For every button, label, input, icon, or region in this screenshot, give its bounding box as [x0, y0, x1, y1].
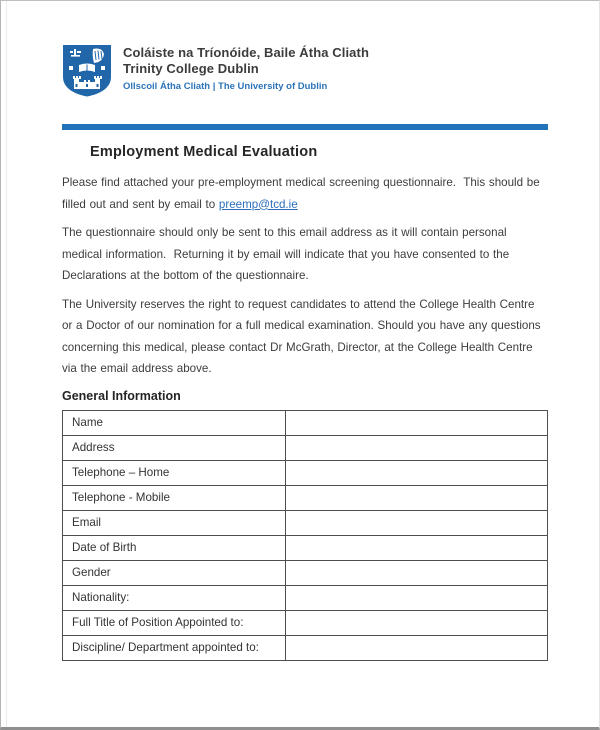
intro-paragraph-text: Please find attached your pre-employment medical screening questionnaire. This should be filled out and sent by email to	[62, 176, 544, 211]
university-rights-paragraph: The University reserves the right to request candidates to attend the College Health Centre or a Doctor of our nomination for a full medical examination. Should you have any questions concerning this medical, please contact Dr McGrath, Director, at the College Health Centre via the email address above.	[62, 297, 545, 375]
field-label-name: Name	[63, 410, 286, 435]
field-value-date-of-birth[interactable]	[285, 535, 547, 560]
general-information-table	[62, 410, 548, 661]
field-label-department: Discipline/ Department appointed to:	[63, 635, 286, 660]
table-row	[63, 560, 548, 585]
field-value-telephone-mobile[interactable]	[285, 485, 547, 510]
general-information-heading: General Information	[62, 388, 181, 403]
table-row	[63, 485, 548, 510]
college-name-english: Trinity College Dublin	[123, 61, 259, 76]
field-value-department[interactable]	[285, 635, 547, 660]
field-value-gender[interactable]	[285, 560, 547, 585]
table-row	[63, 535, 548, 560]
field-value-address[interactable]	[285, 435, 547, 460]
field-value-telephone-home[interactable]	[285, 460, 547, 485]
field-label-telephone-mobile: Telephone - Mobile	[63, 485, 286, 510]
table-row	[63, 410, 548, 435]
trinity-crest-logo-icon	[62, 44, 112, 97]
field-value-position-title[interactable]	[285, 610, 547, 635]
field-label-nationality: Nationality:	[63, 585, 286, 610]
college-subtitle: Ollscoil Átha Cliath | The University of Dublin	[123, 81, 328, 92]
table-row	[63, 435, 548, 460]
field-label-gender: Gender	[63, 560, 286, 585]
preemployment-email-link[interactable]: preemp@tcd.ie	[218, 197, 298, 211]
table-row	[63, 460, 548, 485]
field-label-email: Email	[63, 510, 286, 535]
table-row	[63, 510, 548, 535]
field-label-telephone-home: Telephone – Home	[63, 460, 286, 485]
table-row	[63, 635, 548, 660]
field-label-position-title: Full Title of Position Appointed to:	[63, 610, 286, 635]
table-row	[63, 610, 548, 635]
college-name-block	[123, 44, 369, 92]
confidentiality-paragraph: The questionnaire should only be sent to this email address as it will contain personal medical information. Returning it by email will indicate that you have consented to the Declarations at the bottom of the questionnaire.	[62, 226, 513, 282]
page-title: Employment Medical Evaluation	[90, 144, 318, 160]
table-row	[63, 585, 548, 610]
college-header	[62, 44, 548, 97]
field-value-email[interactable]	[285, 510, 547, 535]
intro-paragraph	[62, 172, 548, 215]
field-label-date-of-birth: Date of Birth	[63, 535, 286, 560]
college-name-irish: Coláiste na Tríonóide, Baile Átha Cliath	[123, 45, 369, 60]
scan-edge-line	[6, 1, 7, 727]
field-value-nationality[interactable]	[285, 585, 547, 610]
blue-divider-bar	[62, 124, 548, 130]
field-label-address: Address	[63, 435, 286, 460]
field-value-name[interactable]	[285, 410, 547, 435]
